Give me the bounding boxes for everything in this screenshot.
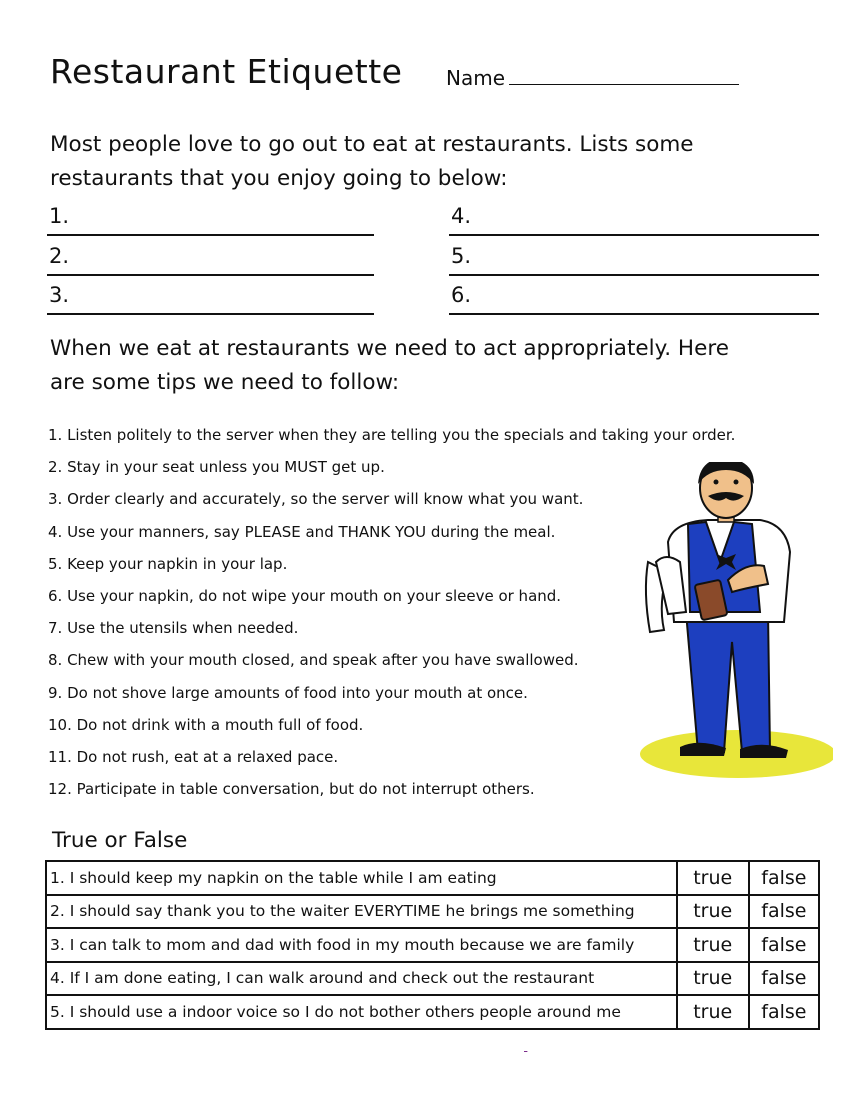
page-title: Restaurant Etiquette <box>50 52 403 91</box>
true-false-table <box>45 860 820 1030</box>
tips-intro-line-2: are some tips we need to follow: <box>50 370 400 395</box>
tips-intro-paragraph <box>50 332 810 400</box>
tip-item: 2. Stay in your seat unless you MUST get up. <box>48 458 385 477</box>
table-row <box>46 928 819 962</box>
intro-line-2: restaurants that you enjoy going to below: <box>50 166 508 191</box>
tip-item: 9. Do not shove large amounts of food into your mouth at once. <box>48 683 528 702</box>
statement-cell: 2. I should say thank you to the waiter EVERYTIME he brings me something <box>46 895 677 929</box>
tip-item: 7. Use the utensils when needed. <box>48 619 299 638</box>
name-field <box>446 66 739 90</box>
restaurant-blank-4[interactable]: 4. <box>449 203 819 236</box>
statement-cell: 1. I should keep my napkin on the table while I am eating <box>46 861 677 895</box>
false-option[interactable]: false <box>749 895 819 929</box>
statement-cell: 4. If I am done eating, I can walk around and check out the restaurant <box>46 962 677 996</box>
true-option[interactable]: true <box>677 861 749 895</box>
false-option[interactable]: false <box>749 861 819 895</box>
intro-paragraph <box>50 128 810 196</box>
tip-item: 5. Keep your napkin in your lap. <box>48 554 288 573</box>
false-option[interactable]: false <box>749 928 819 962</box>
restaurant-blank-6[interactable]: 6. <box>449 282 819 315</box>
tip-item: 1. Listen politely to the server when they are telling you the specials and taking your order. <box>48 426 736 444</box>
restaurant-blank-5[interactable]: 5. <box>449 243 819 276</box>
true-option[interactable]: true <box>677 962 749 996</box>
tip-item: 6. Use your napkin, do not wipe your mouth on your sleeve or hand. <box>48 586 562 605</box>
tip-item: 12. Participate in table conversation, but do not interrupt others. <box>48 780 535 799</box>
footer-url-link[interactable] <box>524 1043 527 1053</box>
waiter-illustration <box>628 462 833 782</box>
table-row <box>46 995 819 1029</box>
true-false-title: True or False <box>52 828 188 853</box>
name-blank-line[interactable] <box>509 66 739 85</box>
intro-line-1: Most people love to go out to eat at restaurants. Lists some <box>50 132 694 157</box>
true-option[interactable]: true <box>677 928 749 962</box>
tip-item: 4. Use your manners, say PLEASE and THANK YOU during the meal. <box>48 522 556 541</box>
statement-cell: 5. I should use a indoor voice so I do not bother others people around me <box>46 995 677 1029</box>
tip-item: 10. Do not drink with a mouth full of food. <box>48 715 364 734</box>
tip-item: 11. Do not rush, eat at a relaxed pace. <box>48 747 339 766</box>
true-option[interactable]: true <box>677 895 749 929</box>
table-row <box>46 895 819 929</box>
false-option[interactable]: false <box>749 995 819 1029</box>
tip-item: 3. Order clearly and accurately, so the server will know what you want. <box>48 490 584 509</box>
restaurant-blank-2[interactable]: 2. <box>47 243 374 276</box>
tip-item: 8. Chew with your mouth closed, and speak after you have swallowed. <box>48 651 579 670</box>
true-option[interactable]: true <box>677 995 749 1029</box>
false-option[interactable]: false <box>749 962 819 996</box>
name-label: Name <box>446 66 506 90</box>
restaurant-blank-3[interactable]: 3. <box>47 282 374 315</box>
restaurant-blank-1[interactable]: 1. <box>47 203 374 236</box>
tips-intro-line-1: When we eat at restaurants we need to act appropriately. Here <box>50 336 729 361</box>
statement-cell: 3. I can talk to mom and dad with food in my mouth because we are family <box>46 928 677 962</box>
table-row <box>46 962 819 996</box>
table-row <box>46 861 819 895</box>
